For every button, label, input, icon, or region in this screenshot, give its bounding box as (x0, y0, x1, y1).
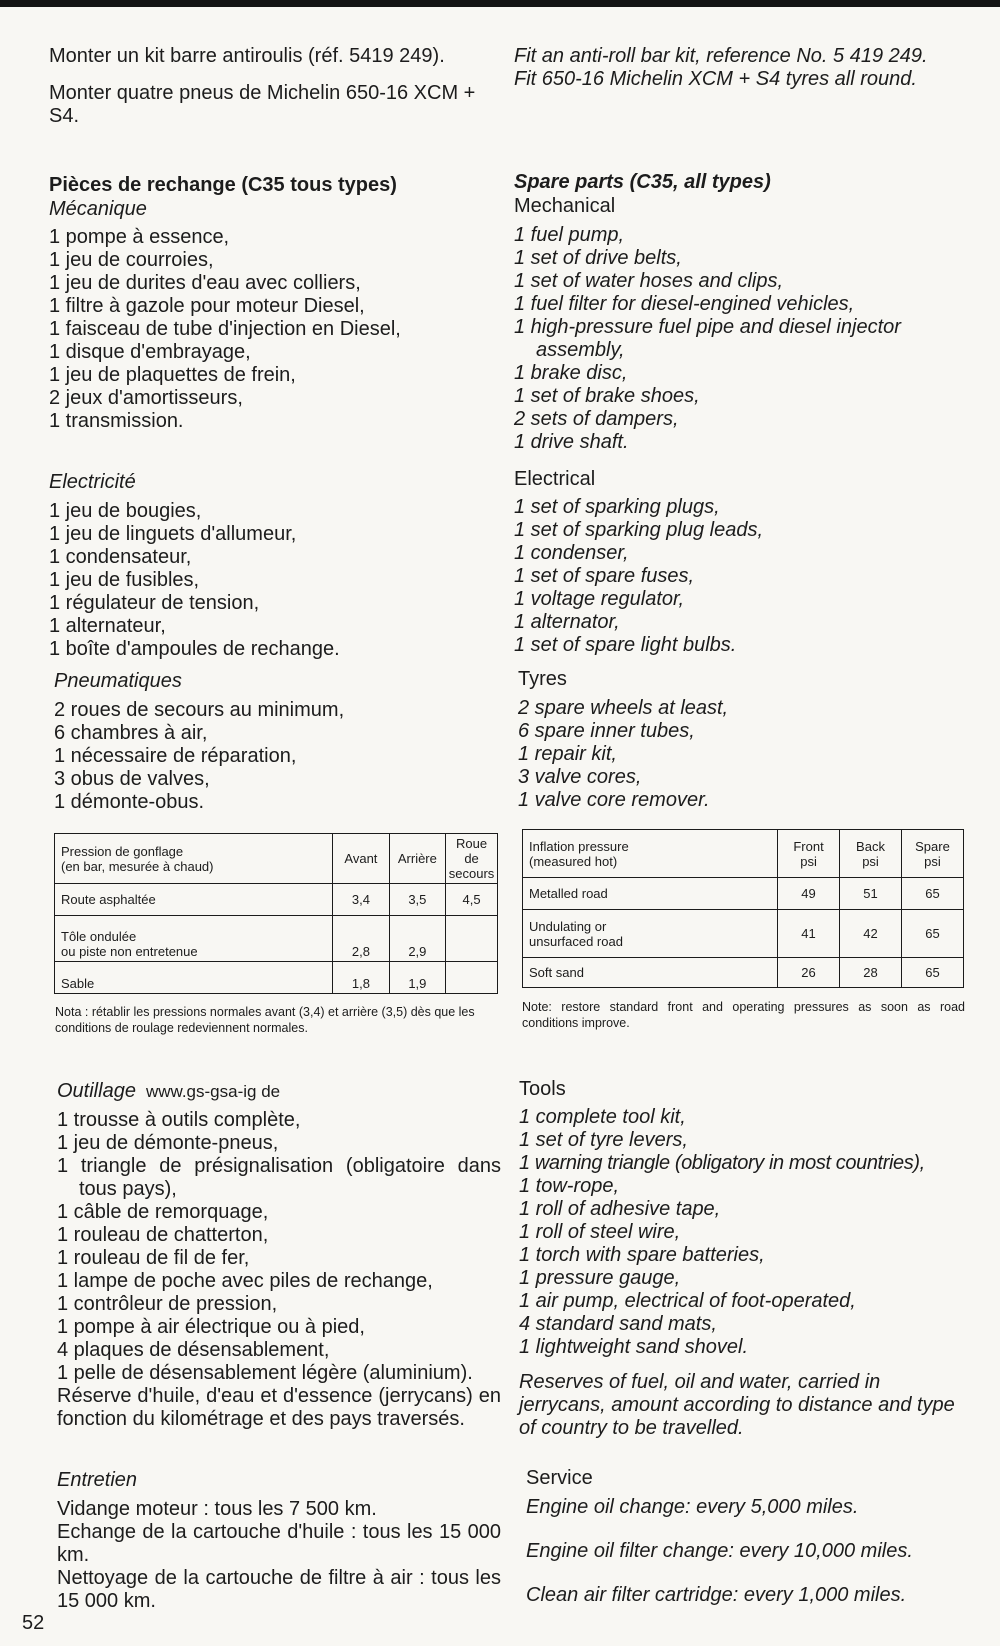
intro-line: Monter quatre pneus de Michelin 650-16 XCM + S4. (49, 82, 476, 127)
intro-en (514, 45, 976, 91)
page-number: 52 (22, 1612, 45, 1634)
table-cell: 49 (778, 878, 840, 910)
intro-fr (49, 45, 501, 128)
list-item: 1 torch with spare batteries, (519, 1244, 765, 1266)
intro-line: Fit 650-16 Michelin XCM + S4 tyres all round. (514, 68, 917, 90)
list-item: 1 alternator, (514, 611, 620, 633)
list-item: 1 démonte-obus. (54, 791, 205, 813)
tyres-list (518, 697, 980, 812)
list-item: 2 roues de secours au minimum, (54, 699, 345, 721)
list-item: 1 contrôleur de pression, (57, 1293, 278, 1315)
table-header-cell: Roue de secours (446, 834, 498, 884)
list-item: 1 jeu de durites d'eau avec colliers, (49, 272, 361, 294)
table-cell: Sable (55, 962, 333, 994)
table-cell: Metalled road (523, 878, 778, 910)
table-row (523, 878, 964, 910)
table-note-en: Note: restore standard front and operating pressures as soon as road conditions improve. (522, 1000, 965, 1030)
list-item: 1 lampe de poche avec piles de rechange, (57, 1270, 433, 1292)
list-item: 1 transmission. (49, 410, 184, 432)
list-item: 1 pelle de désensablement légère (aluminium). (57, 1362, 473, 1384)
table-cell (446, 962, 498, 994)
list-item: 1 condensateur, (49, 546, 192, 568)
list-item: 1 pompe à air électrique ou à pied, (57, 1316, 365, 1338)
service-item: Engine oil filter change: every 10,000 miles. (526, 1540, 913, 1562)
pressure-table-en (522, 829, 964, 988)
tools-en (519, 1077, 969, 1440)
service-fr (57, 1468, 501, 1613)
table-cell: 65 (901, 878, 963, 910)
table-cell: Soft sand (523, 958, 778, 988)
table-row (523, 910, 964, 958)
table-cell: 51 (840, 878, 902, 910)
list-item: 1 lightweight sand shovel. (519, 1336, 749, 1358)
list-item: 1 faisceau de tube d'injection en Diesel, (49, 318, 401, 340)
reserve-text: Réserve d'huile, d'eau et d'essence (jerrycans) en fonction du kilométrage et des pays traversés. (57, 1385, 501, 1430)
list-item: 1 jeu de plaquettes de frein, (49, 364, 296, 386)
table-header-cell: Spare psi (901, 830, 963, 878)
list-item: 2 spare wheels at least, (518, 697, 729, 719)
service-list (57, 1498, 501, 1613)
tyres-fr (54, 669, 506, 814)
mechanical-list (514, 224, 976, 454)
table-cell: 2,8 (333, 916, 389, 962)
table-cell: 28 (840, 958, 902, 988)
list-item: 1 alternateur, (49, 615, 166, 637)
list-item: 1 condenser, (514, 542, 629, 564)
list-item: 2 jeux d'amortisseurs, (49, 387, 243, 409)
tools-heading: Tools (519, 1078, 566, 1100)
list-item: 1 disque d'embrayage, (49, 341, 251, 363)
list-item: 1 boîte d'ampoules de rechange. (49, 638, 340, 660)
list-item: 1 régulateur de tension, (49, 592, 260, 614)
table-cell: 41 (778, 910, 840, 958)
list-item: 1 jeu de courroies, (49, 249, 214, 271)
top-border (0, 0, 1000, 7)
table-header-cell: Pression de gonflage (en bar, mesurée à chaud) (55, 834, 333, 884)
table-cell: 4,5 (446, 884, 498, 916)
service-heading: Service (526, 1467, 593, 1489)
pressure-table-fr (54, 833, 498, 994)
list-item: 2 sets of dampers, (514, 408, 679, 430)
table-row (55, 962, 498, 994)
mechanical-list (49, 226, 501, 433)
electrical-fr (49, 470, 501, 661)
list-item: 1 set of drive belts, (514, 247, 682, 269)
list-item: 1 repair kit, (518, 743, 617, 765)
list-item: 1 pompe à essence, (49, 226, 230, 248)
list-item: 1 jeu de linguets d'allumeur, (49, 523, 297, 545)
intro-line: Monter un kit barre antiroulis (réf. 5419 249). (49, 45, 445, 67)
list-item: 6 chambres à air, (54, 722, 208, 744)
tyres-list (54, 699, 506, 814)
list-item: 1 triangle de présignalisation (obligatoire dans tous pays), (57, 1155, 501, 1200)
list-item: 1 set of spare light bulbs. (514, 634, 737, 656)
mechanical-heading: Mechanical (514, 195, 616, 217)
list-item: 1 brake disc, (514, 362, 628, 384)
list-item: 1 warning triangle (obligatory in most countries), (519, 1152, 925, 1174)
table-cell: Tôle ondulée ou piste non entretenue (55, 916, 333, 962)
list-item: 1 nécessaire de réparation, (54, 745, 297, 767)
list-item: 1 roll of steel wire, (519, 1221, 681, 1243)
table-row (523, 958, 964, 988)
tools-heading: Outillage (57, 1080, 136, 1102)
service-item: Engine oil change: every 5,000 miles. (526, 1496, 859, 1518)
list-item: 1 set of sparking plug leads, (514, 519, 764, 541)
list-item: 1 filtre à gazole pour moteur Diesel, (49, 295, 365, 317)
list-item: Echange de la cartouche d'huile : tous les 15 000 km. (57, 1521, 501, 1566)
list-item: 1 air pump, electrical of foot-operated, (519, 1290, 856, 1312)
table-cell: 65 (901, 958, 963, 988)
list-item: 1 high-pressure fuel pipe and diesel injector assembly, (514, 316, 901, 361)
table-cell: 65 (901, 910, 963, 958)
list-item: 1 trousse à outils complète, (57, 1109, 301, 1131)
list-item: 3 valve cores, (518, 766, 642, 788)
table-header-cell: Avant (333, 834, 389, 884)
list-item: 1 jeu de bougies, (49, 500, 202, 522)
table-header-row (523, 830, 964, 878)
list-item: 1 tow-rope, (519, 1175, 620, 1197)
list-item: 1 complete tool kit, (519, 1106, 686, 1128)
service-item: Clean air filter cartridge: every 1,000 miles. (526, 1584, 907, 1606)
table-cell: 26 (778, 958, 840, 988)
table-row (55, 916, 498, 962)
list-item: 1 valve core remover. (518, 789, 710, 811)
list-item: 1 set of spare fuses, (514, 565, 695, 587)
table-cell: 42 (840, 910, 902, 958)
electrical-heading: Electricité (49, 471, 136, 493)
spare-parts-en (514, 170, 976, 454)
list-item: 3 obus de valves, (54, 768, 210, 790)
list-item: 1 jeu de fusibles, (49, 569, 200, 591)
table-cell: 3,4 (333, 884, 389, 916)
tools-fr (57, 1079, 501, 1431)
list-item: 1 drive shaft. (514, 431, 629, 453)
list-item: 6 spare inner tubes, (518, 720, 695, 742)
list-item: 1 rouleau de chatterton, (57, 1224, 269, 1246)
website-url: www.gs-gsa-ig de (145, 1082, 281, 1101)
service-heading: Entretien (57, 1469, 138, 1491)
tyres-en (518, 667, 980, 812)
spare-parts-fr (49, 173, 501, 433)
tyres-heading: Pneumatiques (54, 670, 182, 692)
table-header-cell: Front psi (778, 830, 840, 878)
electrical-list (49, 500, 501, 661)
list-item: 4 standard sand mats, (519, 1313, 717, 1335)
list-item: 1 rouleau de fil de fer, (57, 1247, 250, 1269)
table-row (55, 884, 498, 916)
list-item: 1 set of tyre levers, (519, 1129, 688, 1151)
list-item: 1 pressure gauge, (519, 1267, 681, 1289)
table-cell: 1,8 (333, 962, 389, 994)
electrical-en (514, 467, 976, 657)
list-item: Vidange moteur : tous les 7 500 km. (57, 1498, 377, 1520)
table-header-cell: Back psi (840, 830, 902, 878)
table-header-cell: Inflation pressure (measured hot) (523, 830, 778, 878)
tools-list (519, 1106, 969, 1359)
table-cell: 3,5 (389, 884, 445, 916)
list-item: 1 set of water hoses and clips, (514, 270, 784, 292)
intro-line: Fit an anti-roll bar kit, reference No. 5 419 249. (514, 45, 928, 67)
table-cell: Undulating or unsurfaced road (523, 910, 778, 958)
list-item: 1 set of brake shoes, (514, 385, 700, 407)
electrical-heading: Electrical (514, 468, 596, 490)
table-header-row (55, 834, 498, 884)
table-cell (446, 916, 498, 962)
table-header-cell: Arrière (389, 834, 445, 884)
spare-parts-heading: Pièces de rechange (C35 tous types) (49, 174, 397, 196)
list-item: 1 set of sparking plugs, (514, 496, 720, 518)
spare-parts-heading: Spare parts (C35, all types) (514, 171, 771, 193)
reserve-text: Reserves of fuel, oil and water, carried in jerrycans, amount according to distance and type of country to be travelled. (519, 1371, 955, 1439)
table-cell: 1,9 (389, 962, 445, 994)
mechanical-heading: Mécanique (49, 198, 147, 220)
list-item: 4 plaques de désensablement, (57, 1339, 330, 1361)
list-item: 1 fuel filter for diesel-engined vehicles, (514, 293, 855, 315)
table-cell: 2,9 (389, 916, 445, 962)
list-item: 1 roll of adhesive tape, (519, 1198, 721, 1220)
tools-list (57, 1109, 501, 1385)
table-note-fr: Nota : rétablir les pressions normales avant (3,4) et arrière (3,5) dès que les conditions de roulage redeviennent normales. (55, 1005, 475, 1035)
service-en (526, 1466, 966, 1607)
electrical-list (514, 496, 976, 657)
list-item: 1 voltage regulator, (514, 588, 685, 610)
list-item: 1 fuel pump, (514, 224, 625, 246)
tyres-heading: Tyres (518, 668, 567, 690)
list-item: 1 jeu de démonte-pneus, (57, 1132, 279, 1154)
list-item: Nettoyage de la cartouche de filtre à air : tous les 15 000 km. (57, 1567, 501, 1612)
list-item: 1 câble de remorquage, (57, 1201, 269, 1223)
table-cell: Route asphaltée (55, 884, 333, 916)
